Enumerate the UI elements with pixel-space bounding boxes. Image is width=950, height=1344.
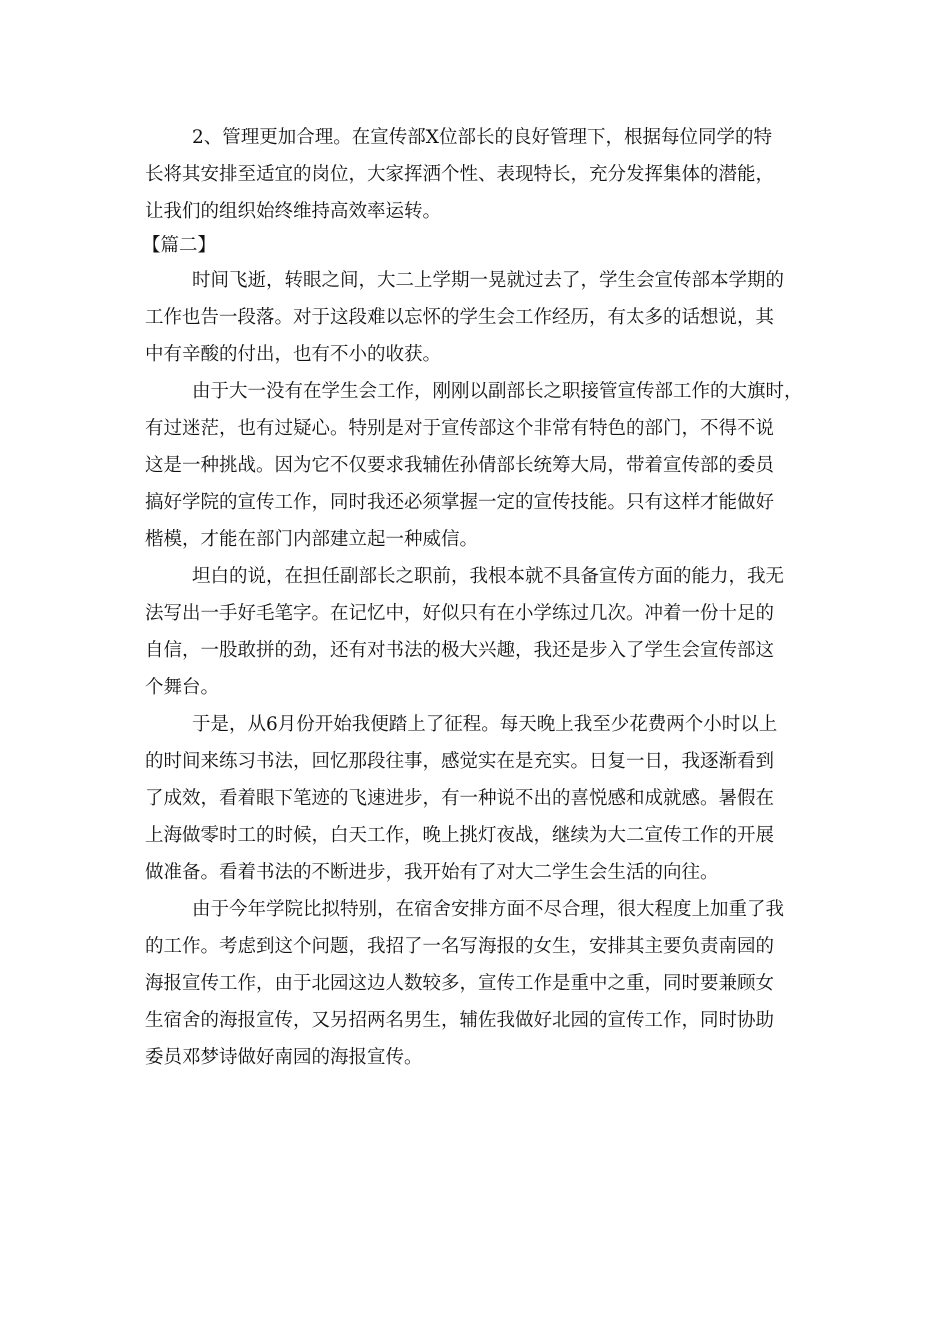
paragraph-line: 个舞台。 [145,677,220,698]
paragraph-line: 自信，一股敢拼的劲，还有对书法的极大兴趣，我还是步入了学生会宣传部这 [145,640,775,661]
paragraph-line: 生宿舍的海报宣传，又另招两名男生，辅佐我做好北园的宣传工作，同时协助 [145,1010,775,1031]
paragraph-line: 中有辛酸的付出，也有不小的收获。 [145,344,442,365]
paragraph-line: 由于大一没有在学生会工作，刚刚以副部长之职接管宣传部工作的大旗时， [192,381,803,402]
paragraph-line: 搞好学院的宣传工作，同时我还必须掌握一定的宣传技能。只有这样才能做好 [145,492,775,513]
paragraph-line: 让我们的组织始终维持高效率运转。 [145,201,442,222]
section-heading: 【篇二】 [142,235,217,256]
paragraph-line: 时间飞逝，转眼之间，大二上学期一晃就过去了，学生会宣传部本学期的 [192,270,785,291]
paragraph-line: 于是，从6月份开始我便踏上了征程。每天晚上我至少花费两个小时以上 [192,714,778,735]
paragraph-line: 长将其安排至适宜的岗位，大家挥洒个性、表现特长，充分发挥集体的潜能， [145,164,775,185]
paragraph-line: 工作也告一段落。对于这段难以忘怀的学生会工作经历，有太多的话想说，其 [145,307,775,328]
paragraph-line: 委员邓梦诗做好南园的海报宣传。 [145,1047,423,1068]
paragraph-line: 有过迷茫，也有过疑心。特别是对于宣传部这个非常有特色的部门，不得不说 [145,418,775,439]
paragraph-line: 2、管理更加合理。在宣传部X位部长的良好管理下，根据每位同学的特 [192,127,772,148]
paragraph-line: 楷模，才能在部门内部建立起一种威信。 [145,529,479,550]
paragraph-line: 这是一种挑战。因为它不仅要求我辅佐孙倩部长统筹大局，带着宣传部的委员 [145,455,775,476]
paragraph-line: 上海做零时工的时候，白天工作，晚上挑灯夜战，继续为大二宣传工作的开展 [145,825,775,846]
paragraph-line: 的时间来练习书法，回忆那段往事，感觉实在是充实。日复一日，我逐渐看到 [145,751,775,772]
paragraph-line: 的工作。考虑到这个问题，我招了一名写海报的女生，安排其主要负责南园的 [145,936,775,957]
paragraph-line: 法写出一手好毛笔字。在记忆中，好似只有在小学练过几次。冲着一份十足的 [145,603,775,624]
paragraph-line: 海报宣传工作，由于北园这边人数较多，宣传工作是重中之重，同时要兼顾女 [145,973,775,994]
paragraph-line: 坦白的说，在担任副部长之职前，我根本就不具备宣传方面的能力，我无 [192,566,785,587]
paragraph-line: 由于今年学院比拟特别，在宿舍安排方面不尽合理，很大程度上加重了我 [192,899,785,920]
paragraph-line: 做准备。看着书法的不断进步，我开始有了对大二学生会生活的向往。 [145,862,719,883]
paragraph-line: 了成效，看着眼下笔迹的飞速进步，有一种说不出的喜悦感和成就感。暑假在 [145,788,775,809]
